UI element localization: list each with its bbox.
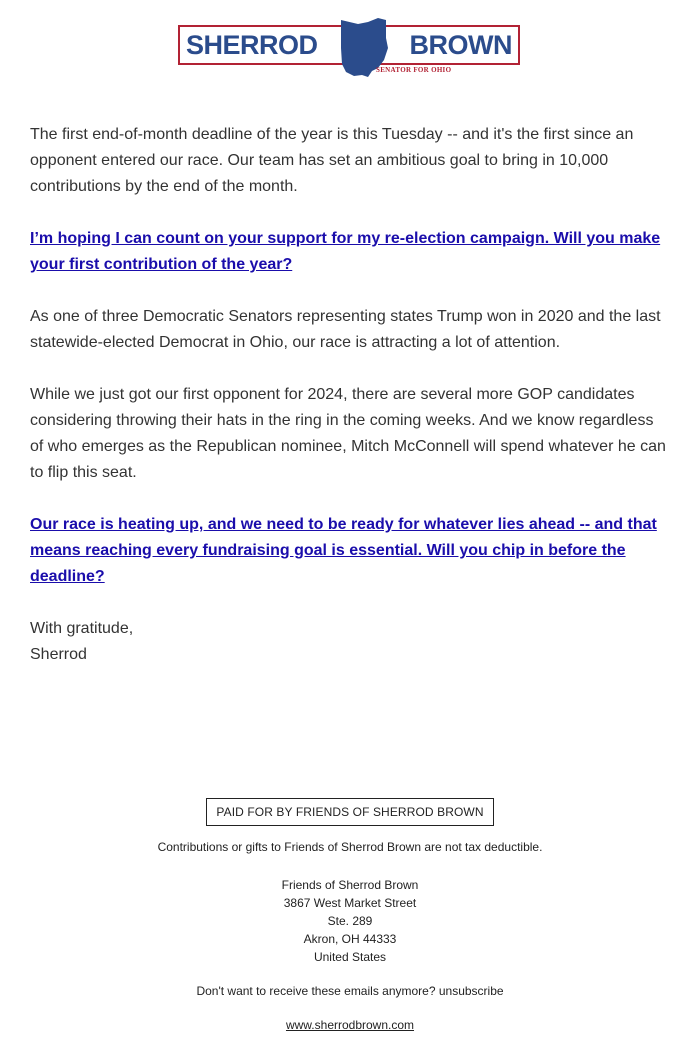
address-line: 3867 West Market Street [283,896,417,910]
logo-subtitle: SENATOR FOR OHIO [376,66,452,74]
signature: Sherrod [30,646,87,663]
paragraph-intro: The first end-of-month deadline of the year is this Tuesday -- and it's the first since an opponent entered our race. Our team has set an ambitious goal to bring in 10,000 contributions by the end of the month. [30,126,634,195]
logo-text-left: SHERROD [186,30,318,60]
email-body [30,122,670,668]
mailing-address [0,876,700,966]
logo-text-right: BROWN [409,30,512,60]
address-line: Akron, OH 44333 [303,932,397,946]
contribution-link-2[interactable]: Our race is heating up, and we need to be ready for whatever lies ahead -- and that means reaching every fundraising goal is essential. Will you chip in before the deadline? [30,516,657,585]
header-logo [0,0,700,92]
unsubscribe-link[interactable]: Don't want to receive these emails anymore? unsubscribe [196,984,504,998]
address-line: United States [313,950,387,964]
address-line: Ste. 289 [327,914,373,928]
paid-for-disclaimer: PAID FOR BY FRIENDS OF SHERROD BROWN [206,798,493,826]
tax-disclaimer: Contributions or gifts to Friends of Sherrod Brown are not tax deductible. [157,840,543,854]
address-line: Friends of Sherrod Brown [281,878,419,892]
paragraph-attention: As one of three Democratic Senators representing states Trump won in 2020 and the last statewide-elected Democrat in Ohio, our race is attracting a lot of attention. [30,308,661,351]
closing-line: With gratitude, [30,620,134,637]
paragraph-opponents: While we just got our first opponent for 2024, there are several more GOP candidates considering throwing their hats in the ring in the coming weeks. And we know regardless of who emerges as the Republican nominee, Mitch McConnell will spend whatever he can to flip this seat. [30,386,666,481]
email-footer [0,798,700,1032]
contribution-link-1[interactable]: I’m hoping I can count on your support for my re-election campaign. Will you make your first contribution of the year? [30,230,661,273]
website-link[interactable]: www.sherrodbrown.com [285,1018,415,1032]
